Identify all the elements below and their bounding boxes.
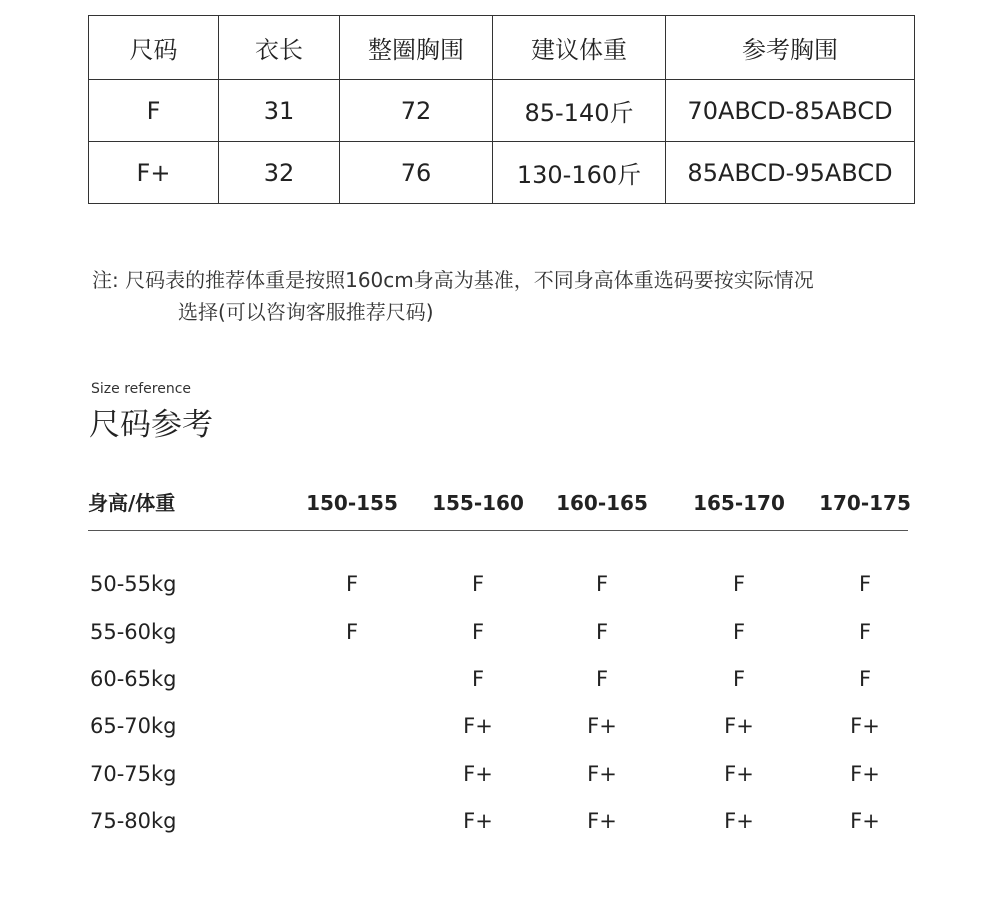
- reference-row: [88, 617, 908, 647]
- reference-row: [88, 569, 908, 599]
- cell-length: 31: [219, 80, 340, 142]
- size-cell: F: [732, 572, 746, 596]
- size-cell: F: [732, 667, 746, 691]
- weight-label: 75-80kg: [90, 809, 177, 833]
- cell-weight: 85-140斤: [493, 80, 666, 142]
- size-cell: F+: [587, 714, 617, 738]
- size-cell: F+: [724, 762, 754, 786]
- height-column-header: 165-170: [693, 491, 785, 515]
- section-subtitle: Size reference: [91, 381, 192, 397]
- size-cell: F+: [463, 714, 493, 738]
- size-cell: F: [595, 620, 609, 644]
- size-cell: F: [345, 620, 359, 644]
- size-cell: F: [595, 667, 609, 691]
- note-line-1: 注: 尺码表的推荐体重是按照160cm身高为基准，不同身高体重选码要按实际情况: [92, 268, 814, 292]
- header-size: 尺码: [89, 16, 219, 80]
- cell-chest: 72: [340, 80, 493, 142]
- cell-size: F+: [89, 142, 219, 204]
- table-row: [89, 80, 915, 142]
- height-column-header: 155-160: [432, 491, 524, 515]
- size-cell: F+: [587, 809, 617, 833]
- size-cell: F: [345, 572, 359, 596]
- weight-label: 65-70kg: [90, 714, 177, 738]
- weight-label: 70-75kg: [90, 762, 177, 786]
- weight-label: 55-60kg: [90, 620, 177, 644]
- size-cell: F+: [463, 762, 493, 786]
- cell-bust: 70ABCD-85ABCD: [666, 80, 915, 142]
- reference-header-row: [88, 486, 911, 520]
- height-column-header: 160-165: [556, 491, 648, 515]
- weight-label: 60-65kg: [90, 667, 177, 691]
- size-cell: F+: [724, 809, 754, 833]
- cell-bust: 85ABCD-95ABCD: [666, 142, 915, 204]
- section-title: 尺码参考: [89, 407, 213, 443]
- size-cell: F: [858, 620, 872, 644]
- height-column-header: 170-175: [819, 491, 911, 515]
- header-chest-circumference: 整圈胸围: [340, 16, 493, 80]
- reference-divider: [88, 530, 908, 531]
- size-note: [92, 264, 932, 328]
- cell-chest: 76: [340, 142, 493, 204]
- reference-row: [88, 759, 908, 789]
- size-cell: F: [858, 667, 872, 691]
- size-cell: F+: [850, 714, 880, 738]
- cell-length: 32: [219, 142, 340, 204]
- size-cell: F: [471, 620, 485, 644]
- size-table: [88, 15, 915, 204]
- table-row: [89, 142, 915, 204]
- size-cell: F: [471, 667, 485, 691]
- height-column-header: 150-155: [306, 491, 398, 515]
- size-cell: F+: [587, 762, 617, 786]
- size-cell: F+: [850, 762, 880, 786]
- size-cell: F: [858, 572, 872, 596]
- size-cell: F+: [724, 714, 754, 738]
- size-cell: F: [595, 572, 609, 596]
- size-cell: F: [471, 572, 485, 596]
- header-length: 衣长: [219, 16, 340, 80]
- reference-row: [88, 806, 908, 836]
- cell-weight: 130-160斤: [493, 142, 666, 204]
- reference-row: [88, 711, 908, 741]
- header-suggested-weight: 建议体重: [493, 16, 666, 80]
- size-cell: F+: [850, 809, 880, 833]
- cell-size: F: [89, 80, 219, 142]
- note-line-2: 选择(可以咨询客服推荐尺码): [178, 300, 434, 324]
- weight-label: 50-55kg: [90, 572, 177, 596]
- corner-label: 身高/体重: [88, 491, 176, 515]
- size-cell: F+: [463, 809, 493, 833]
- header-reference-bust: 参考胸围: [666, 16, 915, 80]
- size-table-header-row: [89, 16, 915, 80]
- size-cell: F: [732, 620, 746, 644]
- reference-row: [88, 664, 908, 694]
